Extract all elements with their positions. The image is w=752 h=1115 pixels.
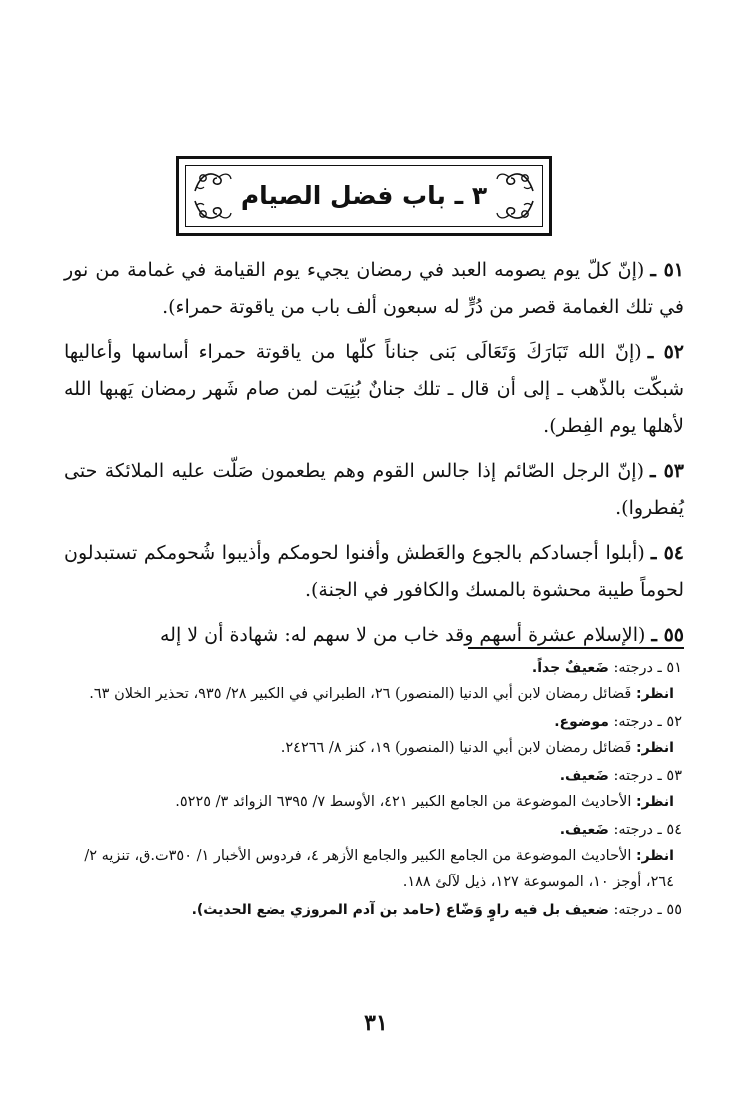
footnote-grade-line	[64, 655, 682, 681]
footnote-grade: موضوع.	[554, 714, 609, 730]
footnote-item	[64, 763, 682, 815]
hadith-text: (أبلوا أجسادكم بالجوع والعَطش وأفنوا لحومكم وأذيبوا شُحومكم تستبدلون لحوماً طيبة محشوة بالمسك والكافور في الجنة).	[64, 542, 684, 601]
footnote-grade: ضَعيفٌ جداً.	[531, 660, 609, 676]
hadith-item	[64, 535, 684, 609]
hadith-text: (إنّ الله تَبَارَكَ وَتَعَالَى بَنى جناناً كلّها من ياقوتة حمراء أساسها وأعاليها شبكّت بالذّهب ـ إلى أن قال ـ تلك جنانٌ بُنِيَت لمن صام شَهر رمضان يَهبها الله لأهلها يوم الفِطر).	[64, 341, 684, 437]
footnote-reference	[64, 681, 682, 707]
footnote-separator	[468, 647, 684, 649]
hadith-item	[64, 334, 684, 445]
hadith-text: (الإسلام عشرة أسهم وقد خاب من لا سهم له: شهادة أن لا إله	[160, 624, 646, 646]
page-number: ٣١	[364, 1010, 388, 1036]
reference-label: انظر:	[635, 848, 674, 864]
footnote-item	[64, 817, 682, 895]
footnote-grade: ضعيف بل فيه راوٍ وَضّاع (حامد بن آدم المروزي يضع الحديث).	[191, 902, 609, 918]
footnote-grade-line	[64, 709, 682, 735]
hadith-number: ٥٤ ـ	[650, 542, 684, 564]
reference-text: فَضائل رمضان لابن أبي الدنيا (المنصور) ٢٦، الطبراني في الكبير ٢٨/ ٩٣٥، تحذير الخلان ٦٣.	[89, 686, 632, 702]
chapter-heading-frame	[176, 156, 552, 236]
hadith-item	[64, 252, 684, 326]
reference-label: انظر:	[635, 794, 674, 810]
footnote-grade-line	[64, 817, 682, 843]
hadith-number: ٥٥ ـ	[651, 624, 684, 646]
hadith-item	[64, 453, 684, 527]
hadith-text: (إنّ كلّ يوم يصومه العبد في رمضان يجيء يوم القيامة في غمامة من نور في تلك الغمامة قصر من دُرٍّ له سبعون ألف باب من ياقوتة حمراء).	[64, 259, 684, 318]
hadith-text: (إنّ الرجل الصّائم إذا جالس القوم وهم يطعمون صَلّت عليه الملائكة حتى يُفطروا).	[64, 460, 684, 519]
footnote-prefix: ٥٢ ـ درجته:	[613, 714, 682, 730]
hadith-number: ٥٣ ـ	[650, 460, 684, 482]
chapter-title: ٣ ـ باب فضل الصيام	[240, 181, 488, 210]
reference-text: الأحاديث الموضوعة من الجامع الكبير ٤٢١، الأوسط ٧/ ٦٣٩٥ الزوائد ٣/ ٥٢٢٥.	[175, 794, 632, 810]
footnote-prefix: ٥٤ ـ درجته:	[613, 822, 682, 838]
footnote-prefix: ٥٥ ـ درجته:	[613, 902, 682, 918]
footnote-item	[64, 709, 682, 761]
footnote-prefix: ٥١ ـ درجته:	[613, 660, 682, 676]
reference-label: انظر:	[635, 740, 674, 756]
footnote-grade: ضَعيف.	[559, 822, 609, 838]
reference-label: انظر:	[635, 686, 674, 702]
hadith-number: ٥٢ ـ	[647, 341, 684, 363]
footnote-reference	[64, 789, 682, 815]
footnote-reference	[64, 843, 682, 895]
hadith-number: ٥١ ـ	[650, 259, 684, 281]
footnote-reference	[64, 735, 682, 761]
footnote-grade-line	[64, 897, 682, 923]
footnotes	[64, 655, 682, 923]
footnote-grade-line	[64, 763, 682, 789]
footnote-grade: ضَعيف.	[559, 768, 609, 784]
hadith-list	[64, 252, 684, 662]
footnote-item	[64, 897, 682, 923]
footnote-prefix: ٥٣ ـ درجته:	[613, 768, 682, 784]
reference-text: الأحاديث الموضوعة من الجامع الكبير والجامع الأزهر ٤، فردوس الأخبار ١/ ٣٥٠ت.ق، تنزيه ٢/ ٢٦٤، أوجز ١٠، الموسوعة ١٢٧، ذيل لآلئ ١٨٨.	[84, 848, 674, 890]
reference-text: فَضائل رمضان لابن أبي الدنيا (المنصور) ١٩، كنز ٨/ ٢٤٢٦٦.	[280, 740, 632, 756]
footnote-item	[64, 655, 682, 707]
